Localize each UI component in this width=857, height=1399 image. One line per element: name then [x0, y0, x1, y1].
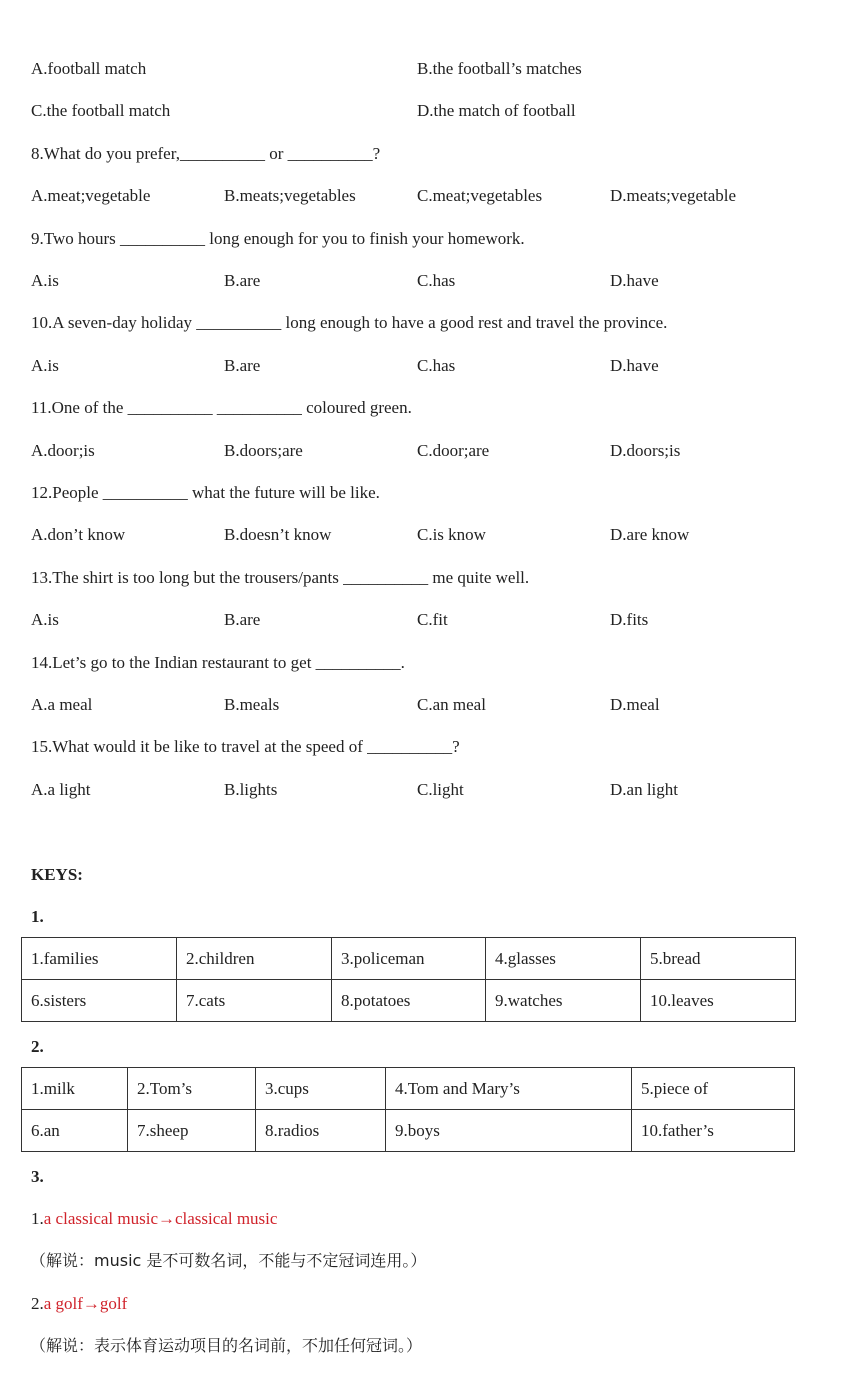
keys-table-1 — [21, 937, 796, 1022]
table-cell: 3.cups — [256, 1068, 386, 1110]
table-cell: 7.sheep — [128, 1110, 256, 1152]
correction-number: 2. — [31, 1294, 44, 1313]
q9-option-c: C.has — [417, 271, 456, 290]
q13-stem: 13.The shirt is too long but the trousers/pants __________ me quite well. — [31, 568, 530, 587]
correction-item-2 — [31, 1293, 127, 1315]
table-row — [22, 1068, 795, 1110]
q14-option-a: A.a meal — [31, 695, 93, 714]
q10-option-c: C.has — [417, 356, 456, 375]
q15-option-c: C.light — [417, 780, 464, 799]
q8-option-d: D.meats;vegetable — [610, 186, 737, 205]
q13-option-b: B.are — [224, 610, 261, 629]
q13-option-a: A.is — [31, 610, 59, 629]
correction-item-1 — [31, 1208, 277, 1230]
table-cell: 6.an — [22, 1110, 128, 1152]
q12-option-d: D.are know — [610, 525, 690, 544]
q7-option-a: A.football match — [31, 59, 147, 78]
q12-option-a: A.don’t know — [31, 525, 126, 544]
q10-option-b: B.are — [224, 356, 261, 375]
q12-options — [31, 524, 811, 546]
correction-text: a golf→golf — [43, 1294, 128, 1313]
q12-stem: 12.People __________ what the future will be like. — [31, 483, 380, 502]
table-cell: 2.Tom’s — [128, 1068, 256, 1110]
table-cell: 9.watches — [486, 980, 641, 1022]
q8-option-b: B.meats;vegetables — [224, 186, 356, 205]
q7-options-row-2 — [31, 100, 811, 122]
q9-option-d: D.have — [610, 271, 659, 290]
correction-note-1: （解说：music 是不可数名词，不能与不定冠词连用。） — [30, 1251, 427, 1270]
table-cell: 1.families — [22, 938, 177, 980]
q13-option-c: C.fit — [417, 610, 448, 629]
keys-section-3-label: 3. — [31, 1167, 44, 1186]
q9-option-a: A.is — [31, 271, 59, 290]
q12-option-b: B.doesn’t know — [224, 525, 332, 544]
q10-options — [31, 355, 811, 377]
table-cell: 9.boys — [386, 1110, 632, 1152]
table-cell: 1.milk — [22, 1068, 128, 1110]
q15-option-a: A.a light — [31, 780, 91, 799]
keys-section-2-label: 2. — [31, 1037, 44, 1056]
keys-heading: KEYS: — [31, 865, 83, 884]
q11-option-c: C.door;are — [417, 441, 490, 460]
table-cell: 5.piece of — [632, 1068, 795, 1110]
table-cell: 8.radios — [256, 1110, 386, 1152]
q7-option-d: D.the match of football — [417, 101, 576, 120]
q15-option-d: D.an light — [610, 780, 678, 799]
q9-options — [31, 270, 811, 292]
table-cell: 3.policeman — [332, 938, 486, 980]
table-row — [22, 1110, 795, 1152]
q11-option-d: D.doors;is — [610, 441, 681, 460]
q7-options-row-1 — [31, 58, 811, 80]
table-row — [22, 980, 796, 1022]
correction-text: a classical music→classical music — [43, 1209, 278, 1228]
table-cell: 2.children — [177, 938, 332, 980]
q8-option-c: C.meat;vegetables — [417, 186, 543, 205]
keys-table-2 — [21, 1067, 795, 1152]
q8-option-a: A.meat;vegetable — [31, 186, 151, 205]
q10-option-d: D.have — [610, 356, 659, 375]
q14-option-d: D.meal — [610, 695, 660, 714]
q13-options — [31, 609, 811, 631]
q7-option-b: B.the football’s matches — [417, 59, 582, 78]
q15-option-b: B.lights — [224, 780, 278, 799]
q15-options — [31, 779, 811, 801]
q10-option-a: A.is — [31, 356, 59, 375]
keys-section-1-label: 1. — [31, 907, 44, 926]
q14-option-b: B.meals — [224, 695, 280, 714]
table-cell: 6.sisters — [22, 980, 177, 1022]
q11-option-a: A.door;is — [31, 441, 95, 460]
correction-note-2: （解说：表示体育运动项目的名词前，不加任何冠词。） — [30, 1336, 423, 1355]
table-cell: 5.bread — [641, 938, 796, 980]
q11-options — [31, 440, 811, 462]
table-cell: 8.potatoes — [332, 980, 486, 1022]
q14-options — [31, 694, 811, 716]
q12-option-c: C.is know — [417, 525, 486, 544]
q14-stem: 14.Let’s go to the Indian restaurant to get __________. — [31, 653, 405, 672]
q9-stem: 9.Two hours __________ long enough for you to finish your homework. — [31, 229, 525, 248]
q10-stem: 10.A seven-day holiday __________ long enough to have a good rest and travel the province. — [31, 313, 668, 332]
table-cell: 10.father’s — [632, 1110, 795, 1152]
q14-option-c: C.an meal — [417, 695, 486, 714]
q15-stem: 15.What would it be like to travel at the speed of __________? — [31, 737, 460, 756]
table-cell: 4.glasses — [486, 938, 641, 980]
q13-option-d: D.fits — [610, 610, 649, 629]
q8-stem: 8.What do you prefer,__________ or __________? — [31, 144, 381, 163]
q8-options — [31, 185, 811, 207]
q9-option-b: B.are — [224, 271, 261, 290]
table-cell: 4.Tom and Mary’s — [386, 1068, 632, 1110]
q11-stem: 11.One of the __________ __________ coloured green. — [31, 398, 412, 417]
table-cell: 7.cats — [177, 980, 332, 1022]
q7-option-c: C.the football match — [31, 101, 171, 120]
correction-number: 1. — [31, 1209, 44, 1228]
q11-option-b: B.doors;are — [224, 441, 303, 460]
table-row — [22, 938, 796, 980]
table-cell: 10.leaves — [641, 980, 796, 1022]
